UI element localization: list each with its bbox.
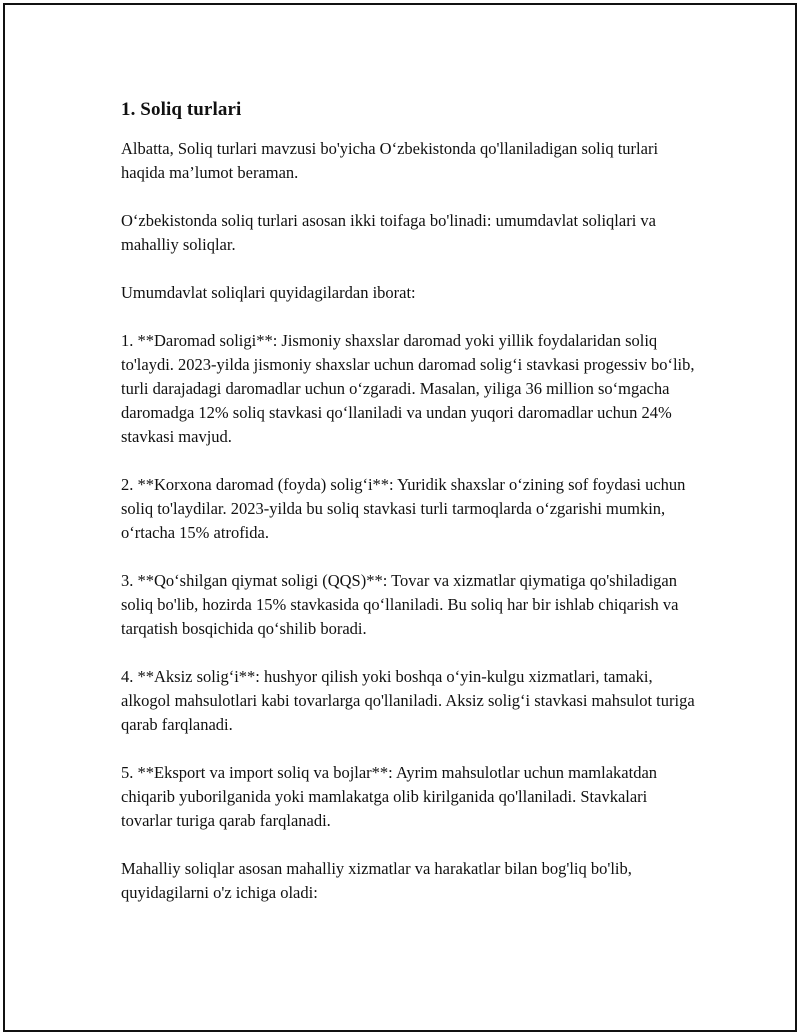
local-taxes-paragraph: Mahalliy soliqlar asosan mahalliy xizmatlar va harakatlar bilan bog'liq bo'lib, quyidagilarni o'z ichiga oladi: xyxy=(121,859,632,902)
document-page xyxy=(3,3,797,1032)
list-item-excise-tax: 4. **Aksiz solig‘i**: hushyor qilish yoki boshqa o‘yin-kulgu xizmatlari, tamaki, alkogol mahsulotlari kabi tovarlarga qo'llaniladi. Aksiz solig‘i stavkasi mahsulot turiga qarab farqlanadi. xyxy=(121,667,695,734)
intro-paragraph: Albatta, Soliq turlari mavzusi bo'yicha O‘zbekistonda qo'llaniladigan soliq turlari haqida ma’lumot beraman. xyxy=(121,139,659,182)
list-item-income-tax: 1. **Daromad soligi**: Jismoniy shaxslar daromad yoki yillik foydalaridan soliq to'laydi. 2023-yilda jismoniy shaxslar uchun daromad solig‘i stavkasi progessiv bo‘lib, turli darajadagi daromadlar uchun o‘zgaradi. Masalan, yiliga 36 million so‘mgacha daromadga 12% soliq stavkasi qo‘llaniladi va undan yuqori daromadlar uchun 24% stavkasi mavjud. xyxy=(121,331,695,446)
list-item-export-import-duties: 5. **Eksport va import soliq va bojlar**: Ayrim mahsulotlar uchun mamlakatdan chiqarib yuborilganida yoki mamlakatga olib kirilganida qo'llaniladi. Stavkalari tovarlar turiga qarab farqlanadi. xyxy=(121,763,658,830)
section-heading: 1. Soliq turlari xyxy=(121,99,242,120)
list-item-corporate-tax: 2. **Korxona daromad (foyda) solig‘i**: Yuridik shaxslar o‘zining sof foydasi uchun soliq to'laydilar. 2023-yilda bu soliq stavkasi turli tarmoqlarda o‘zgarishi mumkin, o‘rtacha 15% atrofida. xyxy=(121,475,686,542)
tax-categories-paragraph: O‘zbekistonda soliq turlari asosan ikki toifaga bo'linadi: umumdavlat soliqlari va mahalliy soliqlar. xyxy=(121,211,656,254)
national-taxes-intro: Umumdavlat soliqlari quyidagilardan iborat: xyxy=(121,283,416,302)
document-body xyxy=(121,97,701,929)
list-item-vat: 3. **Qo‘shilgan qiymat soligi (QQS)**: Tovar va xizmatlar qiymatiga qo'shiladigan soliq bo'lib, hozirda 15% stavkasida qo‘llaniladi. Bu soliq har bir ishlab chiqarish va tarqatish bosqichida qo‘shilib boradi. xyxy=(121,571,679,638)
